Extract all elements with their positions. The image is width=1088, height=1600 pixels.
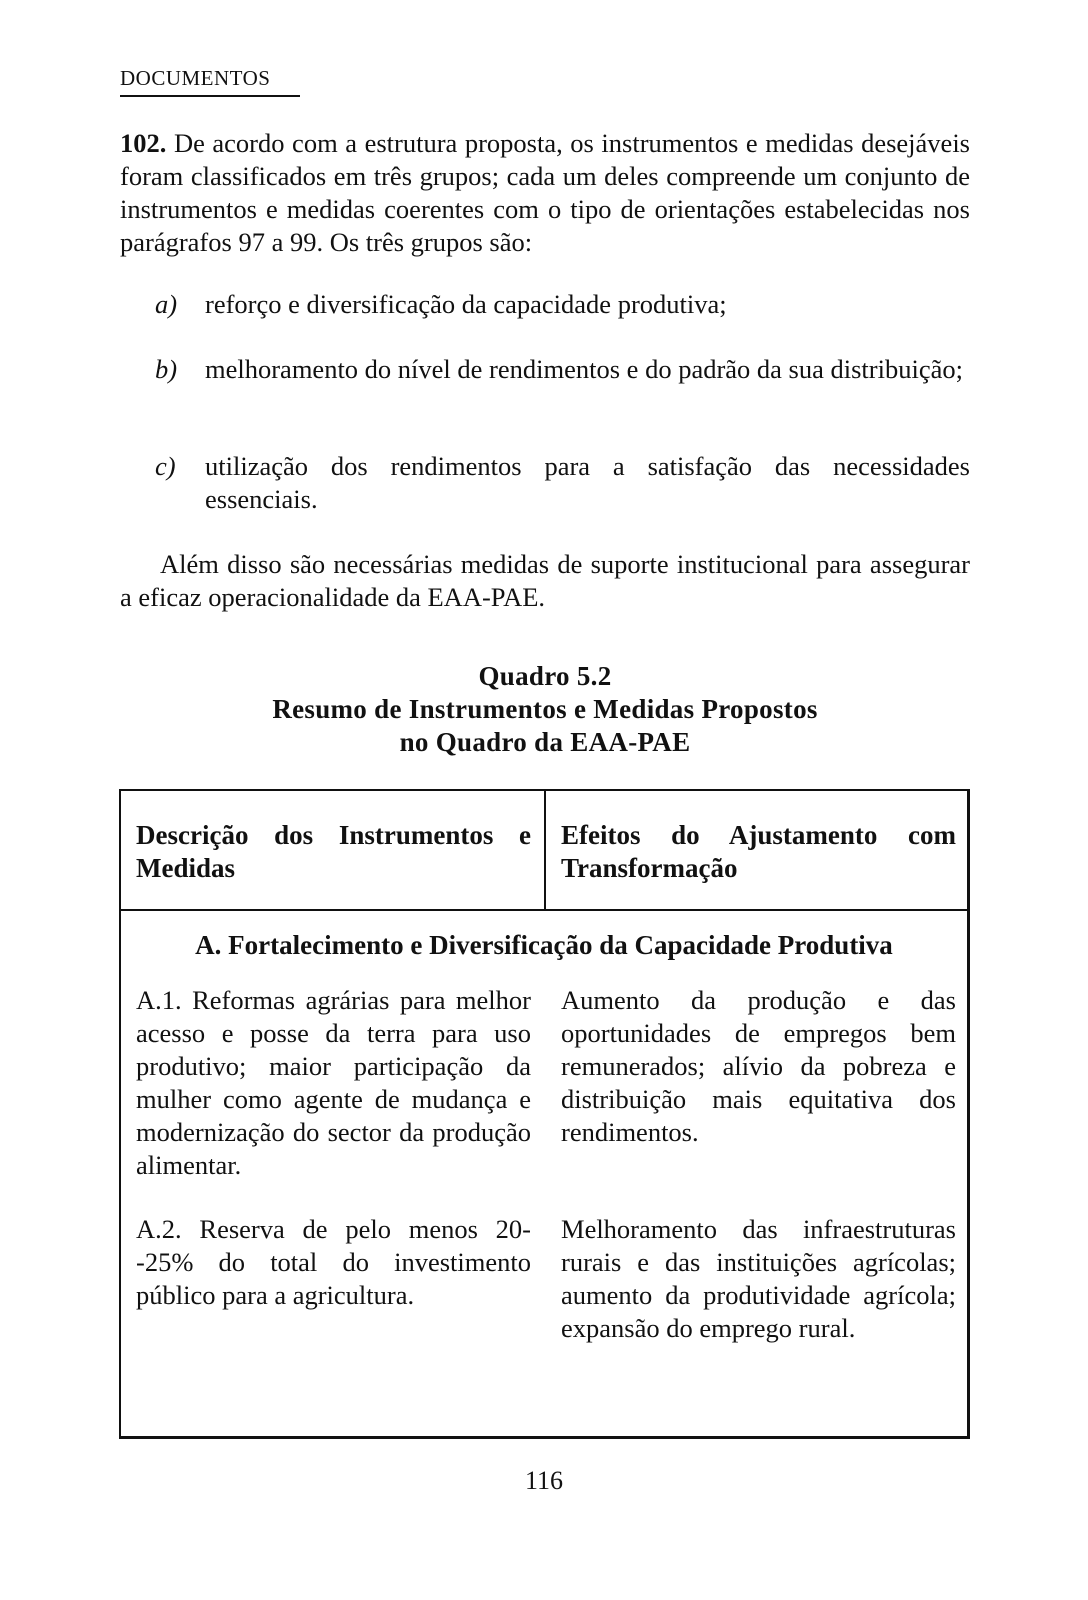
- list-marker: b): [155, 354, 178, 384]
- column-header-effects: Efeitos do Ajustamento com Transformação: [561, 820, 956, 883]
- list-item-text: utilização dos rendimentos para a satisfação das necessidades essenciais.: [205, 451, 970, 514]
- caption-line-1: Quadro 5.2: [478, 661, 612, 691]
- table-header: [121, 791, 967, 911]
- page-number: 116: [524, 1466, 564, 1495]
- paragraph-number: 102.: [120, 128, 167, 158]
- list-item-text: reforço e diversificação da capacidade produtiva;: [205, 289, 727, 319]
- table-section-title: A. Fortalecimento e Diversificação da Capacidade Produtiva: [195, 930, 893, 960]
- table-cell-measure: A.2. Reserva de pelo menos 20--25% do total do investimento público para a agricultura.: [136, 1214, 531, 1310]
- list-item-text: melhoramento do nível de rendimentos e do padrão da sua distribuição;: [205, 354, 963, 384]
- list-marker: c): [155, 451, 176, 481]
- caption-line-2: Resumo de Instrumentos e Medidas Propostos: [272, 694, 818, 724]
- column-header-measures: Descrição dos Instrumentos e Medidas: [136, 820, 531, 883]
- table-cell-effect: Aumento da produção e das oportunidades de empregos bem remunerados; alívio da pobreza e distribuição mais equitativa dos rendimentos.: [561, 985, 956, 1147]
- table-cell-effect: Melhoramento das infraestruturas rurais e das instituições agrícolas; aumento da produtividade agrícola; expansão do emprego rural.: [561, 1214, 956, 1343]
- table-cell-measure: A.1. Reformas agrárias para melhor acesso e posse da terra para uso produtivo; maior participação da mulher como agente de mudança e modernização do sector da produção alimentar.: [136, 985, 531, 1180]
- list-marker: a): [155, 289, 178, 319]
- running-header: DOCUMENTOS: [120, 66, 300, 97]
- paragraph-102: [120, 127, 970, 259]
- column-divider: [544, 791, 546, 909]
- paragraph-text: De acordo com a estrutura proposta, os instrumentos e medidas desejáveis foram classificados em três grupos; cada um deles compreende um conjunto de instrumentos e medidas coerentes com o tipo de orientações estabelecidas nos parágrafos 97 a 99. Os três grupos são:: [120, 128, 970, 257]
- paragraph-institutional-support: Além disso são necessárias medidas de suporte institucional para assegurar a eficaz operacionalidade da EAA-PAE.: [120, 549, 970, 612]
- table-caption: [120, 660, 970, 759]
- caption-line-3: no Quadro da EAA-PAE: [399, 727, 691, 757]
- summary-table: [119, 789, 970, 1439]
